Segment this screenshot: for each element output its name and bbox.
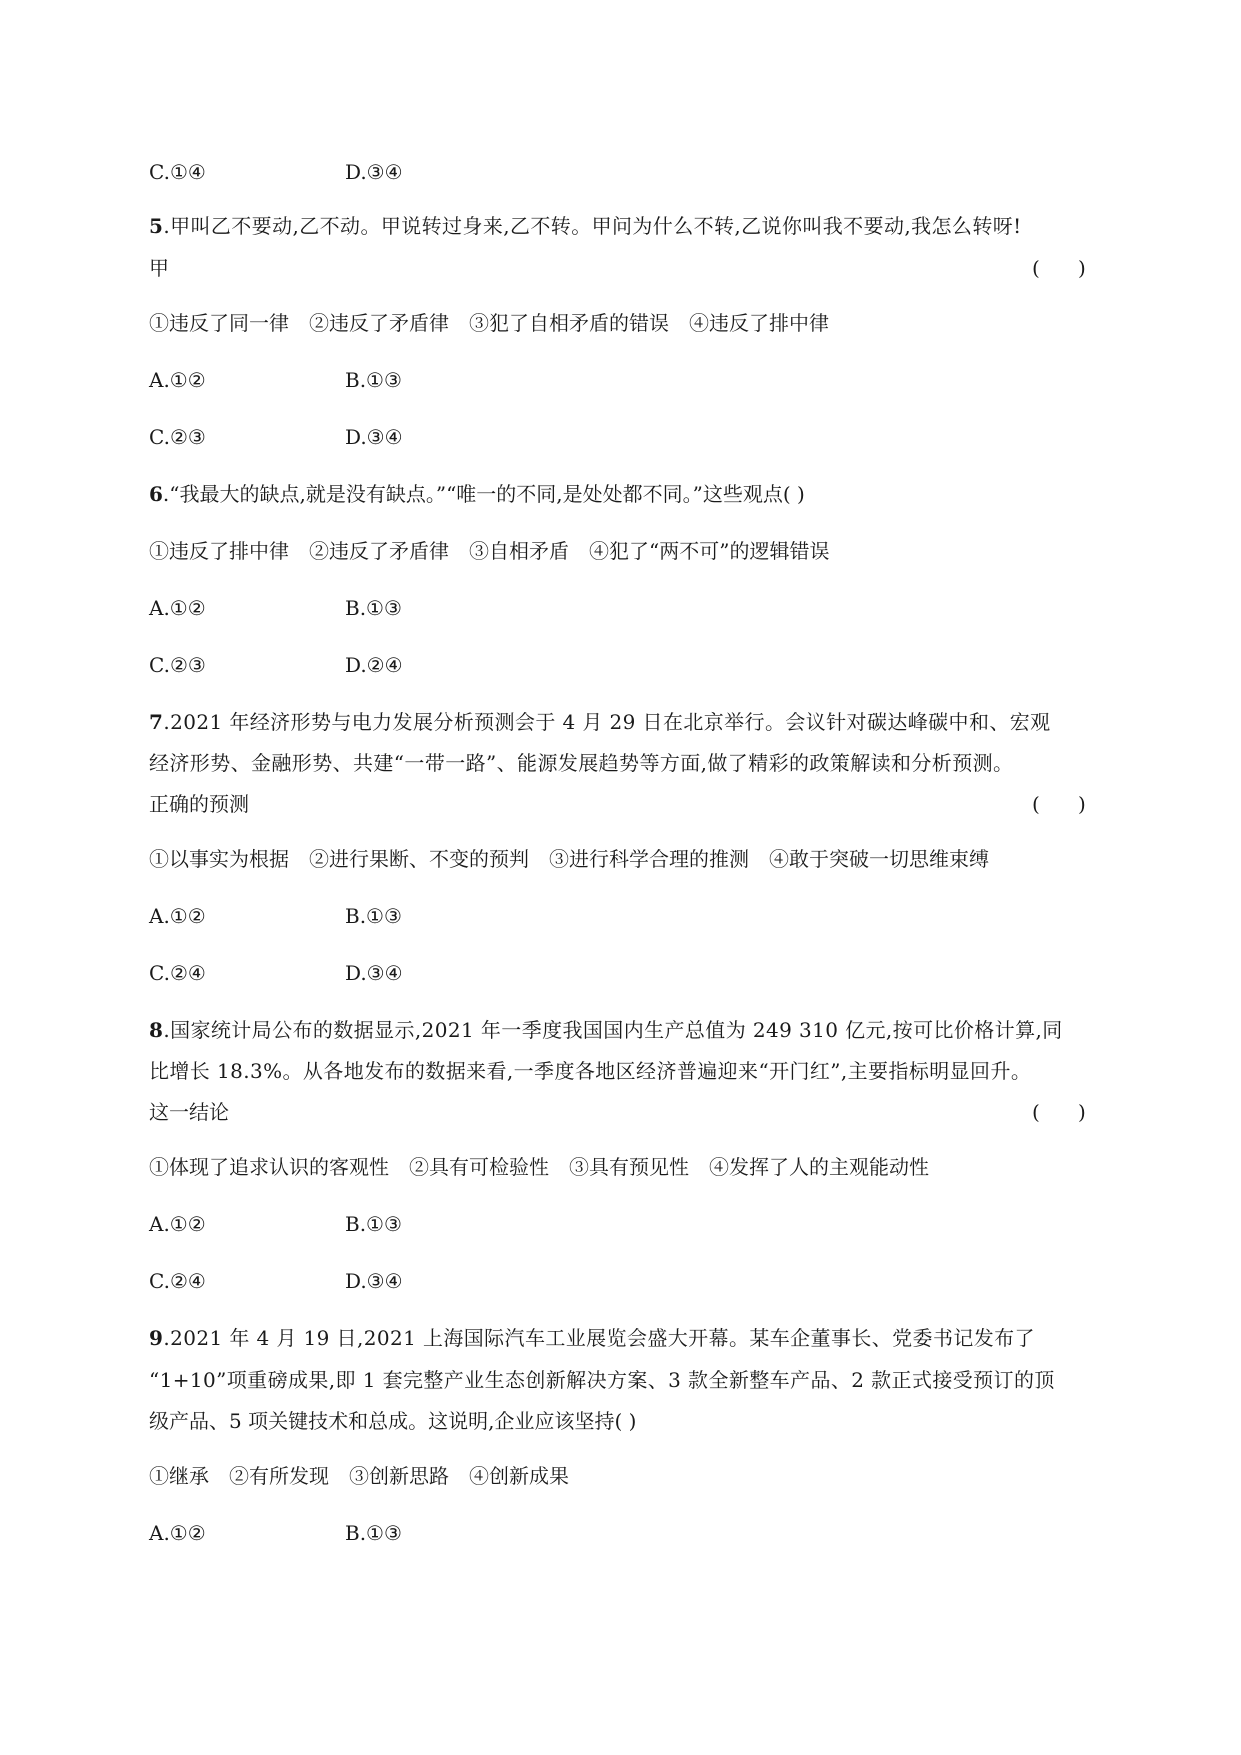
question-7-option-d: D.③④ bbox=[345, 961, 403, 985]
question-9-line-1 bbox=[149, 1324, 1035, 1352]
question-6-text-1: .“我最大的缺点,就是没有缺点。”“唯一的不同,是处处都不同。”这些观点( ) bbox=[162, 482, 805, 506]
question-6-line-1 bbox=[149, 480, 805, 508]
question-5-option-a: A.①② bbox=[149, 368, 206, 392]
question-5-line-2: 甲 bbox=[149, 256, 169, 280]
question-5-number: 5 bbox=[149, 214, 164, 238]
question-7-option-c: C.②④ bbox=[149, 961, 206, 985]
question-5-answer-bracket: ( ) bbox=[1032, 256, 1086, 280]
question-6-option-c: C.②③ bbox=[149, 653, 206, 677]
question-9-number: 9 bbox=[149, 1326, 164, 1350]
question-8-answer-bracket: ( ) bbox=[1032, 1100, 1086, 1124]
question-8-line-1 bbox=[149, 1016, 1063, 1044]
question-6-option-a: A.①② bbox=[149, 596, 206, 620]
question-9-line-2: “1+10”项重磅成果,即 1 套完整产业生态创新解决方案、3 款全新整车产品、2 款正式接受预订的顶 bbox=[149, 1368, 1055, 1392]
question-6-number: 6 bbox=[149, 482, 163, 506]
question-7-line-2: 经济形势、金融形势、共建“一带一路”、能源发展趋势等方面,做了精彩的政策解读和分析预测。 bbox=[149, 751, 1014, 775]
question-8-option-a: A.①② bbox=[149, 1212, 206, 1236]
question-7-option-b: B.①③ bbox=[345, 904, 402, 928]
question-7-statements: ①以事实为根据 ②进行果断、不变的预判 ③进行科学合理的推测 ④敢于突破一切思维束缚 bbox=[149, 847, 989, 871]
question-8-option-d: D.③④ bbox=[345, 1269, 403, 1293]
question-7-option-a: A.①② bbox=[149, 904, 206, 928]
question-6-statements: ①违反了排中律 ②违反了矛盾律 ③自相矛盾 ④犯了“两不可”的逻辑错误 bbox=[149, 539, 830, 563]
question-8-text-1: .国家统计局公布的数据显示,2021 年一季度我国国内生产总值为 249 310 亿元,按可比价格计算,同 bbox=[163, 1018, 1063, 1042]
option-d: D.③④ bbox=[345, 160, 403, 184]
question-7-line-3: 正确的预测 bbox=[149, 792, 249, 816]
question-7-text-1: .2021 年经济形势与电力发展分析预测会于 4 月 29 日在北京举行。会议针对碳达峰碳中和、宏观 bbox=[163, 710, 1051, 734]
question-9-line-3: 级产品、5 项关键技术和总成。这说明,企业应该坚持( ) bbox=[149, 1409, 637, 1433]
question-7-answer-bracket: ( ) bbox=[1032, 792, 1086, 816]
question-7-number: 7 bbox=[149, 710, 164, 734]
question-5-text-1: .甲叫乙不要动,乙不动。甲说转过身来,乙不转。甲问为什么不转,乙说你叫我不要动,我怎么转呀! bbox=[163, 214, 1022, 238]
question-5-line-1 bbox=[149, 212, 1022, 240]
option-c: C.①④ bbox=[149, 160, 206, 184]
question-6-option-b: B.①③ bbox=[345, 596, 402, 620]
question-9-option-a: A.①② bbox=[149, 1521, 206, 1545]
question-5-option-c: C.②③ bbox=[149, 425, 206, 449]
question-8-option-c: C.②④ bbox=[149, 1269, 206, 1293]
question-5-option-d: D.③④ bbox=[345, 425, 403, 449]
question-8-number: 8 bbox=[149, 1018, 164, 1042]
question-9-statements: ①继承 ②有所发现 ③创新思路 ④创新成果 bbox=[149, 1464, 569, 1488]
question-9-option-b: B.①③ bbox=[345, 1521, 402, 1545]
question-5-statements: ①违反了同一律 ②违反了矛盾律 ③犯了自相矛盾的错误 ④违反了排中律 bbox=[149, 311, 829, 335]
question-9-text-1: .2021 年 4 月 19 日,2021 上海国际汽车工业展览会盛大开幕。某车企董事长、党委书记发布了 bbox=[163, 1326, 1035, 1350]
question-6-option-d: D.②④ bbox=[345, 653, 403, 677]
question-7-line-1 bbox=[149, 708, 1051, 736]
question-5-option-b: B.①③ bbox=[345, 368, 402, 392]
question-8-option-b: B.①③ bbox=[345, 1212, 402, 1236]
question-8-statements: ①体现了追求认识的客观性 ②具有可检验性 ③具有预见性 ④发挥了人的主观能动性 bbox=[149, 1155, 929, 1179]
question-8-line-3: 这一结论 bbox=[149, 1100, 229, 1124]
question-8-line-2: 比增长 18.3%。从各地发布的数据来看,一季度各地区经济普遍迎来“开门红”,主要指标明显回升。 bbox=[149, 1059, 1032, 1083]
